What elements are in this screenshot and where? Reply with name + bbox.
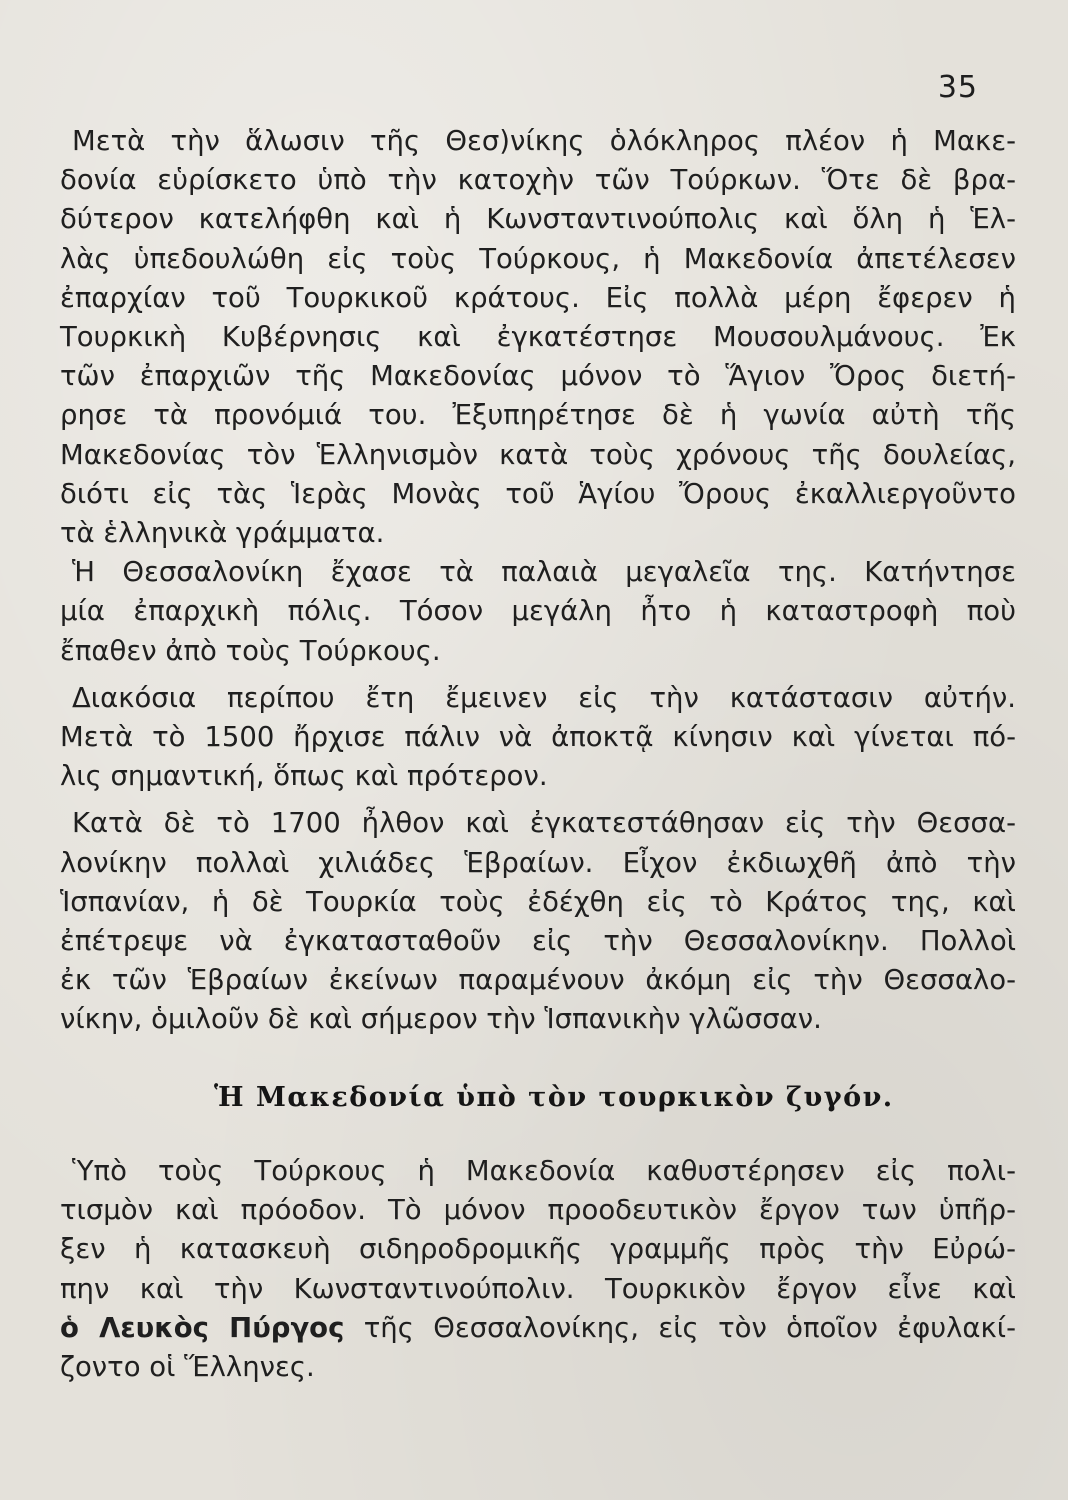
text-line: Ὑπὸ τοὺς Τούρκους ἡ Μακεδονία καθυστέρησεν εἰς πολι- (72, 1155, 1016, 1187)
paragraph (60, 1152, 1016, 1387)
section-text-1 (60, 122, 1016, 1040)
text-line: τῶν ἐπαρχιῶν τῆς Μακεδονίας μόνον τὸ Ἅγιον Ὄρος διετή- (60, 360, 1016, 393)
text-run: τῆς Θεσσαλονίκης, εἰς τὸν ὁποῖον ἐφυλακί- (344, 1311, 1016, 1344)
paragraph (60, 122, 1016, 553)
text-line: Μετὰ τὴν ἅλωσιν τῆς Θεσ)νίκης ὁλόκληρος πλέον ἡ Μακε- (72, 125, 1016, 157)
text-line: Διακόσια περίπου ἔτη ἔμεινεν εἰς τὴν κατάστασιν αὐτήν. (72, 681, 1016, 714)
text-line: τὰ ἑλληνικὰ γράμματα. (60, 517, 385, 550)
text-line (60, 1309, 1016, 1348)
text-line: ρησε τὰ προνόμιά του. Ἐξυπηρέτησε δὲ ἡ γωνία αὐτὴ τῆς (60, 399, 1016, 432)
text-line: λις σημαντική, ὅπως καὶ πρότερον. (60, 760, 548, 793)
text-line: Ἡ Θεσσαλονίκη ἔχασε τὰ παλαιὰ μεγαλεῖα της. Κατήντησε (72, 556, 1016, 589)
text-line: μία ἐπαρχικὴ πόλις. Τόσον μεγάλη ἦτο ἡ καταστροφὴ ποὺ (60, 595, 1016, 628)
text-line: τισμὸν καὶ πρόοδον. Τὸ μόνον προοδευτικὸν ἔργον των ὑπῆρ- (60, 1194, 1016, 1227)
text-line: ξεν ἡ κατασκευὴ σιδηροδρομικῆς γραμμῆς πρὸς τὴν Εὐρώ- (60, 1233, 1016, 1266)
section-heading: Ἡ Μακεδονία ὑπὸ τὸν τουρκικὸν ζυγόν. (214, 1082, 894, 1113)
paragraph (60, 679, 1016, 797)
paragraph (60, 553, 1016, 671)
text-line: ἐπαρχίαν τοῦ Τουρκικοῦ κράτους. Εἰς πολλὰ μέρη ἔφερεν ἡ (60, 281, 1016, 314)
text-line: ἐπέτρεψε νὰ ἐγκατασταθοῦν εἰς τὴν Θεσσαλονίκην. Πολλοὶ (60, 925, 1016, 958)
text-line: δονία εὑρίσκετο ὑπὸ τὴν κατοχὴν τῶν Τούρκων. Ὅτε δὲ βρα- (60, 164, 1016, 197)
bold-phrase: ὁ Λευκὸς Πύργος (60, 1311, 345, 1344)
text-line: λονίκην πολλαὶ χιλιάδες Ἑβραίων. Εἶχον ἐκδιωχθῆ ἀπὸ τὴν (60, 846, 1016, 879)
page-number: 35 (937, 70, 978, 105)
text-line: Ἱσπανίαν, ἡ δὲ Τουρκία τοὺς ἐδέχθη εἰς τὸ Κράτος της, καὶ (60, 885, 1016, 918)
text-line: πην καὶ τὴν Κωνσταντινούπολιν. Τουρκικὸν ἔργον εἶνε καὶ (60, 1272, 1016, 1305)
text-line: ἐκ τῶν Ἑβραίων ἐκείνων παραμένουν ἀκόμη εἰς τὴν Θεσσαλο- (60, 964, 1016, 997)
text-line: ζοντο οἱ Ἕλληνες. (60, 1351, 315, 1384)
text-line: ἔπαθεν ἀπὸ τοὺς Τούρκους. (60, 634, 441, 667)
paragraph (60, 804, 1016, 1039)
text-line: λὰς ὑπεδουλώθη εἰς τοὺς Τούρκους, ἡ Μακεδονία ἀπετέλεσεν (60, 242, 1016, 275)
text-line: νίκην, ὁμιλοῦν δὲ καὶ σήμερον τὴν Ἱσπανικὴν γλῶσσαν. (60, 1003, 822, 1036)
text-line: Τουρκικὴ Κυβέρνησις καὶ ἐγκατέστησε Μουσουλμάνους. Ἐκ (60, 321, 1016, 354)
section-text-2 (60, 1152, 1016, 1387)
text-line: διότι εἰς τὰς Ἱερὰς Μονὰς τοῦ Ἁγίου Ὄρους ἐκαλλιεργοῦντο (60, 477, 1016, 510)
text-line: Μετὰ τὸ 1500 ἤρχισε πάλιν νὰ ἀποκτᾷ κίνησιν καὶ γίνεται πό- (60, 721, 1016, 754)
text-line: Μακεδονίας τὸν Ἑλληνισμὸν κατὰ τοὺς χρόνους τῆς δουλείας, (60, 438, 1016, 471)
text-line: Κατὰ δὲ τὸ 1700 ἦλθον καὶ ἐγκατεστάθησαν εἰς τὴν Θεσσα- (72, 807, 1016, 840)
text-line: δύτερον κατελήφθη καὶ ἡ Κωνσταντινούπολις καὶ ὅλη ἡ Ἑλ- (60, 203, 1016, 236)
